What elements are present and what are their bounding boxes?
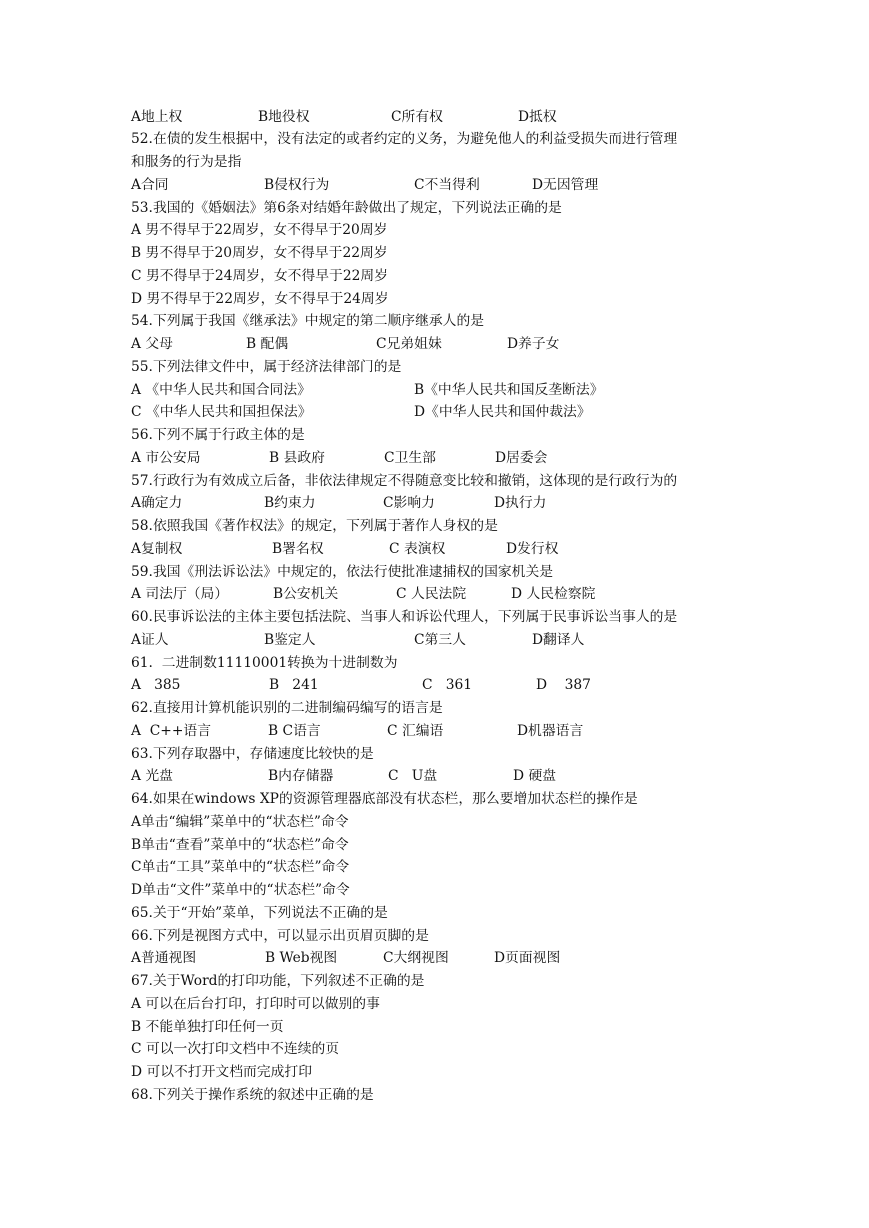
answer-option: B 241 xyxy=(269,677,319,694)
text-line: C 男不得早于24周岁，女不得早于22周岁 xyxy=(131,267,389,284)
text-line: 59.我国《刑法诉讼法》中规定的，依法行使批准逮捕权的国家机关是 xyxy=(131,563,554,580)
answer-option: A 光盘 xyxy=(131,768,173,785)
text-line: 64.如果在windows XP的资源管理器底部没有状态栏，那么要增加状态栏的操作是 xyxy=(131,791,638,807)
answer-option: B侵权行为 xyxy=(264,176,330,193)
text-line: 和服务的行为是指 xyxy=(131,154,242,170)
answer-option: B 县政府 xyxy=(269,449,325,466)
answer-option: D执行力 xyxy=(494,495,547,512)
text-line: 67.关于Word的打印功能，下列叙述不正确的是 xyxy=(131,973,425,989)
text-line: A 可以在后台打印，打印时可以做别的事 xyxy=(131,995,380,1012)
text-line: B 男不得早于20周岁，女不得早于22周岁 xyxy=(131,245,388,261)
answer-option: B鉴定人 xyxy=(264,631,316,648)
answer-option: D页面视图 xyxy=(494,950,561,967)
answer-option: C影响力 xyxy=(383,495,435,512)
text-line: C 可以一次打印文档中不连续的页 xyxy=(131,1041,340,1058)
text-line: D 男不得早于22周岁，女不得早于24周岁 xyxy=(131,290,389,307)
answer-option: C 人民法院 xyxy=(396,586,467,603)
answer-option: A复制权 xyxy=(131,540,183,557)
answer-option: D《中华人民共和国仲裁法》 xyxy=(414,404,591,421)
answer-option: D 硬盘 xyxy=(513,768,557,785)
answer-option: A 父母 xyxy=(131,336,173,352)
answer-option: D无因管理 xyxy=(532,176,599,193)
text-line: 56.下列不属于行政主体的是 xyxy=(131,427,305,443)
text-line: C单击“工具”菜单中的“状态栏”命令 xyxy=(131,859,350,876)
answer-option: D机器语言 xyxy=(517,722,584,739)
answer-option: D翻译人 xyxy=(532,631,585,648)
text-line: A 男不得早于22周岁，女不得早于20周岁 xyxy=(131,222,388,239)
text-line: 57.行政行为有效成立后备，非依法律规定不得随意变比较和撤销，这体现的是行政行为的 xyxy=(131,472,678,489)
text-line: 55.下列法律文件中，属于经济法律部门的是 xyxy=(131,358,402,375)
text-line: 66.下列是视图方式中，可以显示出页眉页脚的是 xyxy=(131,927,429,944)
answer-option: D居委会 xyxy=(495,449,548,466)
answer-option: C不当得利 xyxy=(414,176,480,193)
answer-option: D抵权 xyxy=(518,108,557,125)
answer-option: A证人 xyxy=(131,631,169,648)
answer-option: B地役权 xyxy=(258,108,310,125)
answer-option: A 385 xyxy=(131,677,181,694)
answer-option: B《中华人民共和国反垄断法》 xyxy=(414,381,604,398)
answer-option: A 《中华人民共和国合同法》 xyxy=(131,381,311,398)
answer-option: D 人民检察院 xyxy=(511,586,596,603)
answer-option: D养子女 xyxy=(507,336,560,352)
text-line: D 可以不打开文档而完成打印 xyxy=(131,1064,313,1080)
answer-option: A 市公安局 xyxy=(131,449,201,466)
answer-option: A确定力 xyxy=(131,495,183,512)
answer-option: A C++语言 xyxy=(131,722,212,739)
answer-option: B Web视图 xyxy=(265,950,338,967)
answer-option: B署名权 xyxy=(272,540,324,557)
answer-option: C兄弟姐妹 xyxy=(376,336,442,352)
answer-option: A普通视图 xyxy=(131,950,197,967)
text-line: B单击“查看”菜单中的“状态栏”命令 xyxy=(131,836,349,853)
text-line: 63.下列存取器中，存储速度比较快的是 xyxy=(131,745,374,762)
text-line: 52.在债的发生根据中，没有法定的或者约定的义务，为避免他人的利益受损失而进行管理 xyxy=(131,131,678,148)
answer-option: A地上权 xyxy=(131,108,183,125)
answer-option: C第三人 xyxy=(414,631,466,648)
answer-option: C U盘 xyxy=(388,768,438,785)
answer-option: B 配偶 xyxy=(246,336,289,352)
answer-option: C 361 xyxy=(422,677,473,694)
text-line: 58.依照我国《著作权法》的规定，下列属于著作人身权的是 xyxy=(131,518,498,534)
answer-option: B内存储器 xyxy=(268,768,334,785)
answer-option: C卫生部 xyxy=(384,449,436,466)
text-line: D单击“文件”菜单中的“状态栏”命令 xyxy=(131,882,350,898)
text-line: 62.直接用计算机能识别的二进制编码编写的语言是 xyxy=(131,700,443,716)
answer-option: B约束力 xyxy=(264,495,316,512)
text-line: A单击“编辑”菜单中的“状态栏”命令 xyxy=(131,813,349,830)
answer-option: B C语言 xyxy=(268,722,321,739)
answer-option: C 汇编语 xyxy=(387,722,444,739)
text-line: B 不能单独打印任何一页 xyxy=(131,1018,284,1035)
answer-option: C大纲视图 xyxy=(383,950,449,967)
answer-option: B公安机关 xyxy=(273,586,339,603)
answer-option: D发行权 xyxy=(506,540,559,557)
answer-option: D 387 xyxy=(536,677,591,694)
answer-option: C 表演权 xyxy=(389,540,446,557)
text-line: 68.下列关于操作系统的叙述中正确的是 xyxy=(131,1086,374,1103)
text-line: 60.民事诉讼法的主体主要包括法院、当事人和诉讼代理人，下列属于民事诉讼当事人的是 xyxy=(131,609,678,625)
text-line: 65.关于“开始”菜单，下列说法不正确的是 xyxy=(131,904,388,921)
text-line: 61. 二进制数11110001转换为十进制数为 xyxy=(131,654,398,671)
answer-option: A合同 xyxy=(131,176,169,193)
answer-option: C所有权 xyxy=(391,108,443,125)
answer-option: C 《中华人民共和国担保法》 xyxy=(131,404,312,421)
answer-option: A 司法厅（局） xyxy=(131,586,229,603)
text-line: 53.我国的《婚姻法》第6条对结婚年龄做出了规定，下列说法正确的是 xyxy=(131,199,562,216)
text-line: 54.下列属于我国《继承法》中规定的第二顺序继承人的是 xyxy=(131,313,485,330)
